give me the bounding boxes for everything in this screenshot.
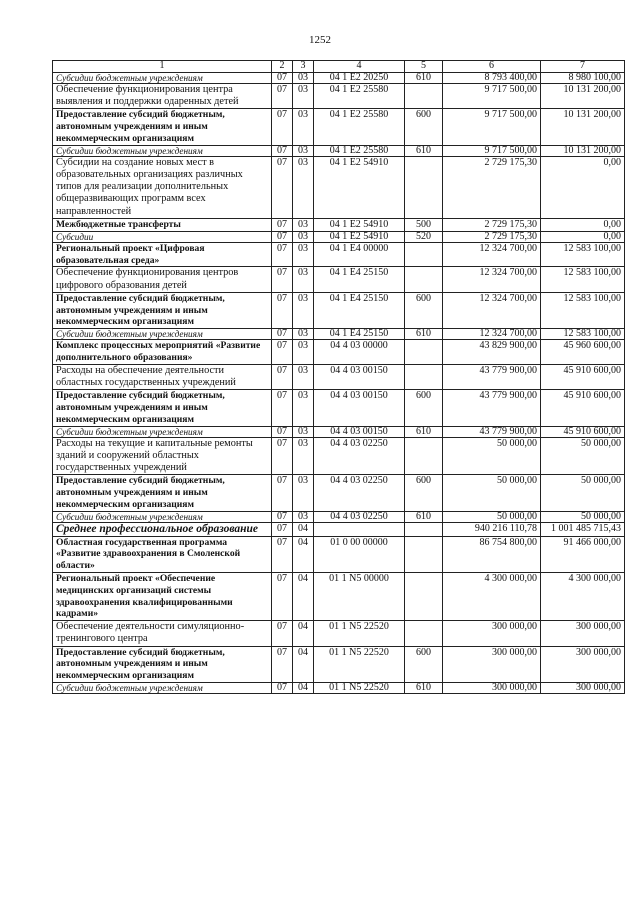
- subsection-code-cell: 04: [293, 621, 314, 646]
- amount-year1-cell: 43 779 900,00: [443, 390, 541, 426]
- amount-year2-cell: 91 466 000,00: [541, 536, 625, 572]
- expense-type-cell: [405, 536, 443, 572]
- amount-year1-cell: 9 717 500,00: [443, 109, 541, 145]
- item-name-cell: Расходы на текущие и капитальные ремонты зданий и сооружений областных государственных учреждений: [53, 437, 272, 475]
- table-row: [53, 329, 625, 340]
- target-article-cell: 01 1 N5 22520: [314, 621, 405, 646]
- section-code-cell: 07: [272, 437, 293, 475]
- table-row: [53, 646, 625, 682]
- section-code-cell: 07: [272, 536, 293, 572]
- section-code-cell: 07: [272, 84, 293, 109]
- subsection-code-cell: 03: [293, 156, 314, 218]
- table-row: [53, 145, 625, 156]
- table-row: [53, 536, 625, 572]
- target-article-cell: 04 1 E2 25580: [314, 84, 405, 109]
- table-row: [53, 156, 625, 218]
- target-article-cell: 04 1 E2 25580: [314, 145, 405, 156]
- header-cell: 5: [405, 61, 443, 73]
- amount-year1-cell: 2 729 175,30: [443, 156, 541, 218]
- table-row: [53, 109, 625, 145]
- expense-type-cell: 600: [405, 390, 443, 426]
- section-code-cell: 07: [272, 329, 293, 340]
- table-row: [53, 364, 625, 389]
- subsection-code-cell: 04: [293, 572, 314, 620]
- subsection-code-cell: 04: [293, 646, 314, 682]
- table-row: [53, 390, 625, 426]
- header-cell: 4: [314, 61, 405, 73]
- header-cell: 2: [272, 61, 293, 73]
- expense-type-cell: 610: [405, 682, 443, 693]
- section-code-cell: 07: [272, 231, 293, 242]
- target-article-cell: 04 4 03 00150: [314, 364, 405, 389]
- amount-year2-cell: 12 583 100,00: [541, 242, 625, 267]
- item-name-cell: Обеспечение функционирования центров цифрового образования детей: [53, 267, 272, 292]
- table-row: [53, 218, 625, 231]
- expense-type-cell: 520: [405, 231, 443, 242]
- target-article-cell: 01 1 N5 22520: [314, 646, 405, 682]
- page-number: 1252: [309, 34, 331, 46]
- target-article-cell: 04 4 03 00000: [314, 340, 405, 365]
- amount-year1-cell: 12 324 700,00: [443, 329, 541, 340]
- table-row: [53, 426, 625, 437]
- target-article-cell: 04 1 E2 54910: [314, 231, 405, 242]
- subsection-code-cell: 04: [293, 522, 314, 536]
- item-name-cell: Предоставление субсидий бюджетным, автономным учреждениям и иным некоммерческим организациям: [53, 292, 272, 328]
- table-row: [53, 231, 625, 242]
- amount-year1-cell: 9 717 500,00: [443, 145, 541, 156]
- amount-year2-cell: 12 583 100,00: [541, 329, 625, 340]
- table-row: [53, 621, 625, 646]
- amount-year1-cell: 12 324 700,00: [443, 242, 541, 267]
- header-row: [53, 61, 625, 73]
- target-article-cell: [314, 522, 405, 536]
- section-code-cell: 07: [272, 390, 293, 426]
- amount-year1-cell: 9 717 500,00: [443, 84, 541, 109]
- subsection-code-cell: 03: [293, 364, 314, 389]
- amount-year2-cell: 50 000,00: [541, 475, 625, 511]
- amount-year2-cell: 1 001 485 715,43: [541, 522, 625, 536]
- section-code-cell: 07: [272, 109, 293, 145]
- target-article-cell: 01 1 N5 22520: [314, 682, 405, 693]
- expense-type-cell: 610: [405, 145, 443, 156]
- section-code-cell: 07: [272, 364, 293, 389]
- expense-type-cell: [405, 242, 443, 267]
- amount-year1-cell: 12 324 700,00: [443, 267, 541, 292]
- amount-year1-cell: 12 324 700,00: [443, 292, 541, 328]
- subsection-code-cell: 03: [293, 109, 314, 145]
- expense-type-cell: 600: [405, 292, 443, 328]
- section-code-cell: 07: [272, 572, 293, 620]
- subsection-code-cell: 03: [293, 242, 314, 267]
- amount-year1-cell: 8 793 400,00: [443, 73, 541, 84]
- section-code-cell: 07: [272, 475, 293, 511]
- amount-year1-cell: 300 000,00: [443, 646, 541, 682]
- table-row: [53, 682, 625, 693]
- header-cell: 7: [541, 61, 625, 73]
- header-cell: 6: [443, 61, 541, 73]
- subsection-code-cell: 03: [293, 292, 314, 328]
- amount-year2-cell: 300 000,00: [541, 682, 625, 693]
- table-row: [53, 522, 625, 536]
- table-row: [53, 73, 625, 84]
- expense-type-cell: [405, 364, 443, 389]
- amount-year2-cell: 10 131 200,00: [541, 145, 625, 156]
- item-name-cell: Субсидии: [53, 231, 272, 242]
- subsection-code-cell: 03: [293, 73, 314, 84]
- subsection-code-cell: 03: [293, 340, 314, 365]
- table-row: [53, 437, 625, 475]
- section-code-cell: 07: [272, 426, 293, 437]
- subsection-code-cell: 03: [293, 267, 314, 292]
- amount-year2-cell: 0,00: [541, 156, 625, 218]
- target-article-cell: 04 4 03 00150: [314, 426, 405, 437]
- amount-year2-cell: 10 131 200,00: [541, 84, 625, 109]
- amount-year1-cell: 4 300 000,00: [443, 572, 541, 620]
- item-name-cell: Предоставление субсидий бюджетным, автономным учреждениям и иным некоммерческим организациям: [53, 390, 272, 426]
- item-name-cell: Среднее профессиональное образование: [53, 522, 272, 536]
- subsection-code-cell: 03: [293, 329, 314, 340]
- target-article-cell: 04 4 03 00150: [314, 390, 405, 426]
- amount-year2-cell: 12 583 100,00: [541, 267, 625, 292]
- section-code-cell: 07: [272, 267, 293, 292]
- item-name-cell: Комплекс процессных мероприятий «Развитие дополнительного образования»: [53, 340, 272, 365]
- expense-type-cell: 500: [405, 218, 443, 231]
- item-name-cell: Обеспечение деятельности симуляционно-тренингового центра: [53, 621, 272, 646]
- amount-year2-cell: 45 910 600,00: [541, 364, 625, 389]
- item-name-cell: Предоставление субсидий бюджетным, автономным учреждениям и иным некоммерческим организациям: [53, 109, 272, 145]
- item-name-cell: Предоставление субсидий бюджетным, автономным учреждениям и иным некоммерческим организациям: [53, 646, 272, 682]
- target-article-cell: 04 1 E2 54910: [314, 156, 405, 218]
- table-row: [53, 84, 625, 109]
- amount-year2-cell: 50 000,00: [541, 437, 625, 475]
- table-body: [53, 73, 625, 694]
- item-name-cell: Межбюджетные трансферты: [53, 218, 272, 231]
- table-row: [53, 267, 625, 292]
- expense-type-cell: [405, 156, 443, 218]
- amount-year2-cell: 10 131 200,00: [541, 109, 625, 145]
- expense-type-cell: 610: [405, 511, 443, 522]
- table-row: [53, 572, 625, 620]
- amount-year1-cell: 50 000,00: [443, 475, 541, 511]
- target-article-cell: 04 1 E2 54910: [314, 218, 405, 231]
- expense-type-cell: 610: [405, 329, 443, 340]
- table-row: [53, 242, 625, 267]
- subsection-code-cell: 03: [293, 437, 314, 475]
- item-name-cell: Региональный проект «Цифровая образовательная среда»: [53, 242, 272, 267]
- amount-year1-cell: 50 000,00: [443, 437, 541, 475]
- subsection-code-cell: 03: [293, 390, 314, 426]
- amount-year1-cell: 43 779 900,00: [443, 364, 541, 389]
- table-row: [53, 340, 625, 365]
- amount-year1-cell: 940 216 110,78: [443, 522, 541, 536]
- amount-year1-cell: 43 779 900,00: [443, 426, 541, 437]
- item-name-cell: Субсидии бюджетным учреждениям: [53, 145, 272, 156]
- amount-year2-cell: 45 910 600,00: [541, 426, 625, 437]
- amount-year2-cell: 12 583 100,00: [541, 292, 625, 328]
- target-article-cell: 04 1 E4 25150: [314, 329, 405, 340]
- table-row: [53, 475, 625, 511]
- amount-year1-cell: 300 000,00: [443, 682, 541, 693]
- section-code-cell: 07: [272, 73, 293, 84]
- target-article-cell: 04 4 03 02250: [314, 475, 405, 511]
- item-name-cell: Субсидии бюджетным учреждениям: [53, 426, 272, 437]
- target-article-cell: 04 1 E4 25150: [314, 292, 405, 328]
- expense-type-cell: [405, 621, 443, 646]
- section-code-cell: 07: [272, 292, 293, 328]
- target-article-cell: 04 1 E4 00000: [314, 242, 405, 267]
- subsection-code-cell: 03: [293, 84, 314, 109]
- target-article-cell: 01 0 00 00000: [314, 536, 405, 572]
- item-name-cell: Субсидии бюджетным учреждениям: [53, 73, 272, 84]
- subsection-code-cell: 04: [293, 682, 314, 693]
- target-article-cell: 04 4 03 02250: [314, 511, 405, 522]
- expense-type-cell: 600: [405, 646, 443, 682]
- header-cell: 1: [53, 61, 272, 73]
- amount-year2-cell: 45 960 600,00: [541, 340, 625, 365]
- amount-year2-cell: 0,00: [541, 231, 625, 242]
- expense-type-cell: 610: [405, 73, 443, 84]
- section-code-cell: 07: [272, 646, 293, 682]
- amount-year2-cell: 8 980 100,00: [541, 73, 625, 84]
- amount-year2-cell: 300 000,00: [541, 621, 625, 646]
- item-name-cell: Субсидии бюджетным учреждениям: [53, 511, 272, 522]
- amount-year1-cell: 2 729 175,30: [443, 231, 541, 242]
- budget-table: [52, 60, 625, 694]
- section-code-cell: 07: [272, 621, 293, 646]
- expense-type-cell: 600: [405, 475, 443, 511]
- expense-type-cell: [405, 437, 443, 475]
- subsection-code-cell: 03: [293, 511, 314, 522]
- amount-year2-cell: 50 000,00: [541, 511, 625, 522]
- section-code-cell: 07: [272, 511, 293, 522]
- expense-type-cell: 600: [405, 109, 443, 145]
- item-name-cell: Обеспечение функционирования центра выявления и поддержки одаренных детей: [53, 84, 272, 109]
- subsection-code-cell: 03: [293, 145, 314, 156]
- subsection-code-cell: 03: [293, 231, 314, 242]
- section-code-cell: 07: [272, 145, 293, 156]
- section-code-cell: 07: [272, 218, 293, 231]
- expense-type-cell: [405, 522, 443, 536]
- item-name-cell: Субсидии бюджетным учреждениям: [53, 682, 272, 693]
- amount-year2-cell: 4 300 000,00: [541, 572, 625, 620]
- amount-year1-cell: 43 829 900,00: [443, 340, 541, 365]
- section-code-cell: 07: [272, 340, 293, 365]
- item-name-cell: Расходы на обеспечение деятельности областных государственных учреждений: [53, 364, 272, 389]
- table-row: [53, 292, 625, 328]
- section-code-cell: 07: [272, 156, 293, 218]
- table-row: [53, 511, 625, 522]
- item-name-cell: Областная государственная программа «Развитие здравоохранения в Смоленской области»: [53, 536, 272, 572]
- expense-type-cell: 610: [405, 426, 443, 437]
- target-article-cell: 04 4 03 02250: [314, 437, 405, 475]
- section-code-cell: 07: [272, 522, 293, 536]
- expense-type-cell: [405, 572, 443, 620]
- header-cell: 3: [293, 61, 314, 73]
- expense-type-cell: [405, 340, 443, 365]
- item-name-cell: Предоставление субсидий бюджетным, автономным учреждениям и иным некоммерческим организациям: [53, 475, 272, 511]
- target-article-cell: 04 1 E2 20250: [314, 73, 405, 84]
- section-code-cell: 07: [272, 242, 293, 267]
- subsection-code-cell: 03: [293, 475, 314, 511]
- item-name-cell: Субсидии на создание новых мест в образовательных организациях различных типов для реализации дополнительных общеразвивающих программ всех направленностей: [53, 156, 272, 218]
- amount-year1-cell: 50 000,00: [443, 511, 541, 522]
- target-article-cell: 01 1 N5 00000: [314, 572, 405, 620]
- target-article-cell: 04 1 E4 25150: [314, 267, 405, 292]
- target-article-cell: 04 1 E2 25580: [314, 109, 405, 145]
- subsection-code-cell: 04: [293, 536, 314, 572]
- amount-year1-cell: 300 000,00: [443, 621, 541, 646]
- item-name-cell: Субсидии бюджетным учреждениям: [53, 329, 272, 340]
- expense-type-cell: [405, 84, 443, 109]
- item-name-cell: Региональный проект «Обеспечение медицинских организаций системы здравоохранения квалифицированными кадрами»: [53, 572, 272, 620]
- amount-year2-cell: 0,00: [541, 218, 625, 231]
- amount-year2-cell: 45 910 600,00: [541, 390, 625, 426]
- amount-year1-cell: 2 729 175,30: [443, 218, 541, 231]
- expense-type-cell: [405, 267, 443, 292]
- amount-year2-cell: 300 000,00: [541, 646, 625, 682]
- section-code-cell: 07: [272, 682, 293, 693]
- subsection-code-cell: 03: [293, 426, 314, 437]
- subsection-code-cell: 03: [293, 218, 314, 231]
- amount-year1-cell: 86 754 800,00: [443, 536, 541, 572]
